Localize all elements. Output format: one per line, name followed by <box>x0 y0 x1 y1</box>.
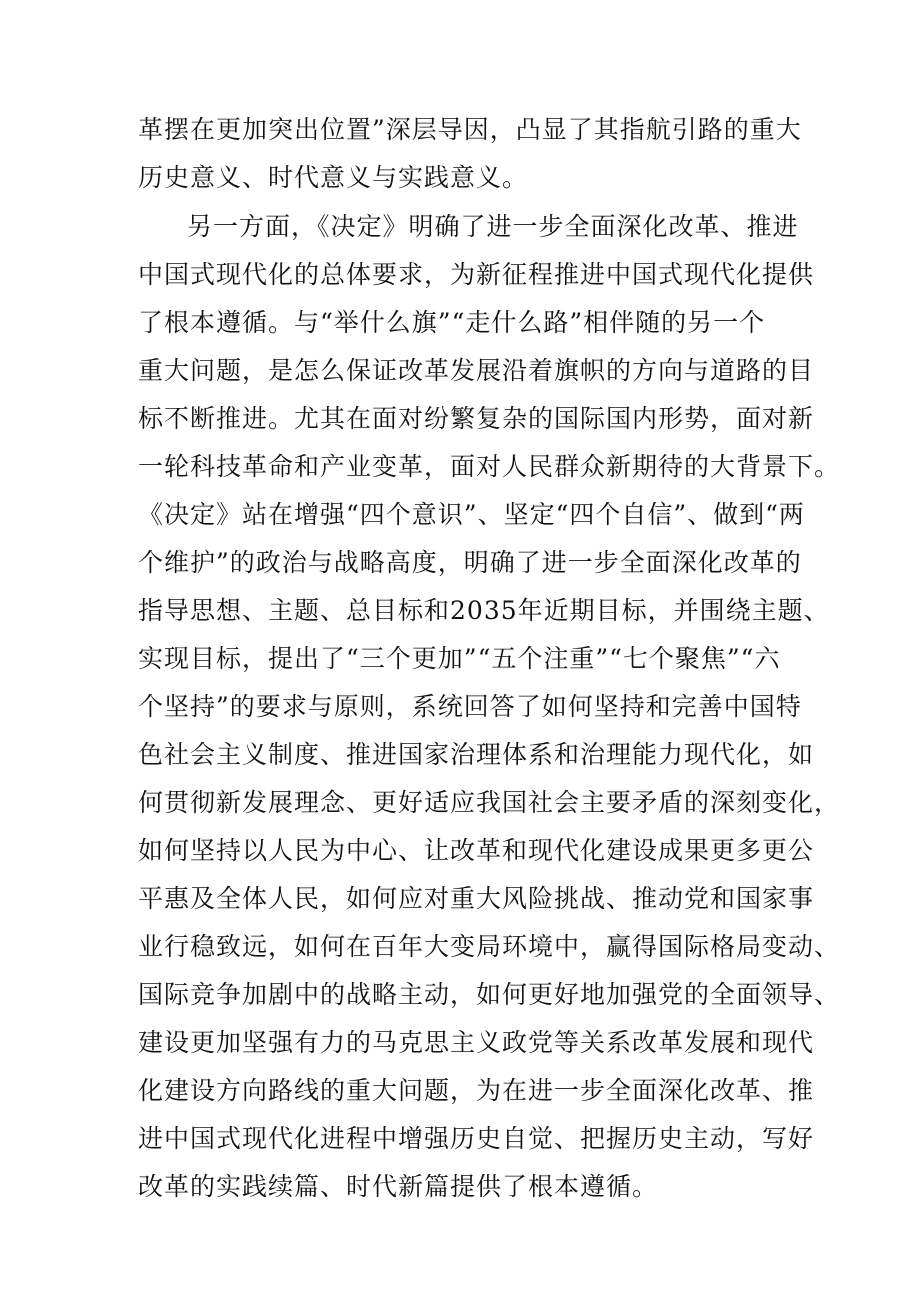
text-line: 平惠及全体人民，如何应对重大风险挑战、推动党和国家事 <box>138 884 815 913</box>
text-line: 了根本遵循。与“举什么旗”“走什么路”相伴随的另一个 <box>138 308 766 337</box>
text-line: 《决定》站在增强“四个意识”、坚定“四个自信”、做到“两 <box>138 500 805 529</box>
text-line: 实现目标，提出了“三个更加”“五个注重”“七个聚焦”“六 <box>138 644 781 673</box>
text-line: 个维护”的政治与战略高度，明确了进一步全面深化改革的 <box>138 548 802 577</box>
text-line: 化建设方向路线的重大问题，为在进一步全面深化改革、推 <box>138 1076 815 1105</box>
text-line: 何贯彻新发展理念、更好适应我国社会主要矛盾的深刻变化， <box>138 788 841 817</box>
text-line: 建设更加坚强有力的马克思主义政党等关系改革发展和现代 <box>138 1028 815 1057</box>
text-line: 色社会主义制度、推进国家治理体系和治理能力现代化，如 <box>138 740 815 769</box>
paragraph-start-line: 另一方面，《决定》明确了进一步全面深化改革、推进 <box>187 212 799 241</box>
text-line: 重大问题，是怎么保证改革发展沿着旗帜的方向与道路的目 <box>138 356 815 385</box>
text-line: 国际竞争加剧中的战略主动，如何更好地加强党的全面领导、 <box>138 980 841 1009</box>
text-line: 中国式现代化的总体要求，为新征程推进中国式现代化提供 <box>138 260 815 289</box>
text-line: 革摆在更加突出位置”深层导因，凸显了其指航引路的重大 <box>138 115 802 144</box>
text-line: 历史意义、时代意义与实践意义。 <box>138 163 529 192</box>
text-line: 如何坚持以人民为中心、让改革和现代化建设成果更多更公 <box>138 836 815 865</box>
text-line: 业行稳致远，如何在百年大变局环境中，赢得国际格局变动、 <box>138 932 841 961</box>
text-line: 改革的实践续篇、时代新篇提供了根本遵循。 <box>138 1172 659 1201</box>
text-line: 进中国式现代化进程中增强历史自觉、把握历史主动，写好 <box>138 1124 815 1153</box>
text-line: 个坚持”的要求与原则，系统回答了如何坚持和完善中国特 <box>138 692 802 721</box>
text-line: 指导思想、主题、总目标和2035年近期目标，并围绕主题、 <box>138 596 830 625</box>
text-line: 标不断推进。尤其在面对纷繁复杂的国际国内形势，面对新 <box>138 404 815 433</box>
text-line: 一轮科技革命和产业变革，面对人民群众新期待的大背景下。 <box>138 452 841 481</box>
